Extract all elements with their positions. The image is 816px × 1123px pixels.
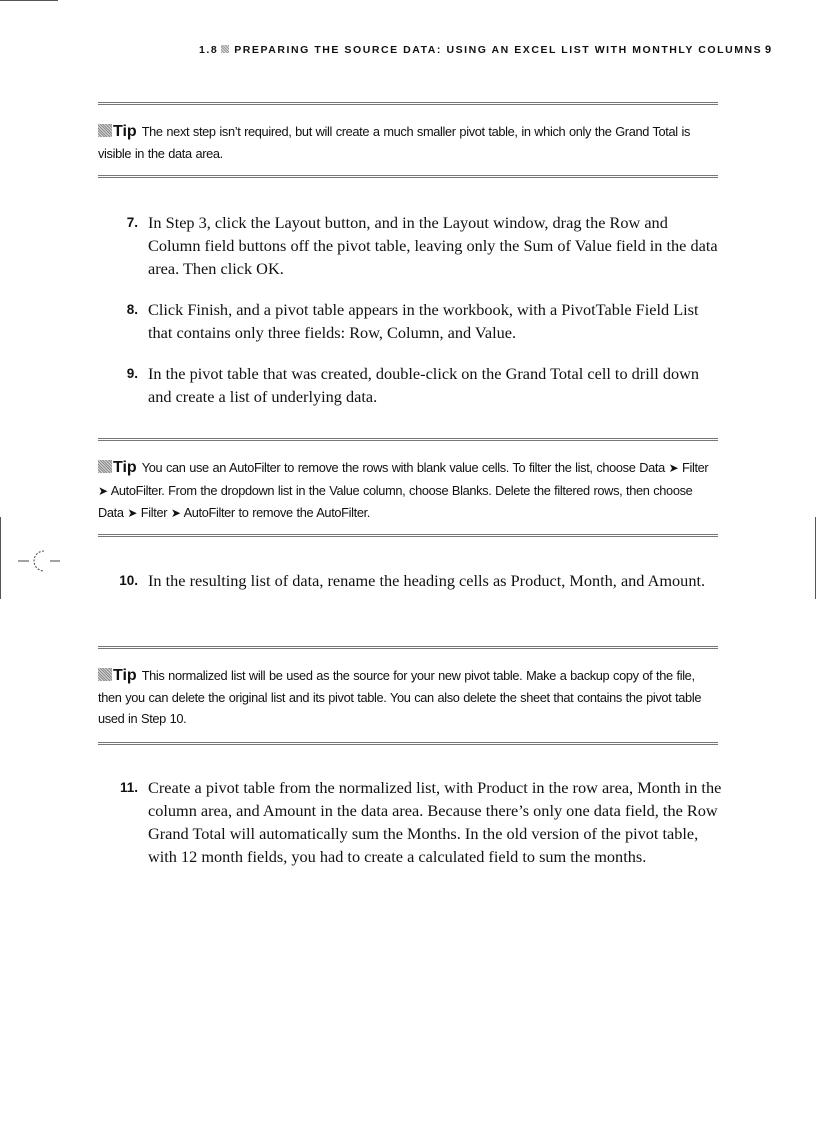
step-number: 9. bbox=[126, 366, 138, 381]
step-item-8 bbox=[126, 298, 723, 344]
menu-arrow-icon: ➤ bbox=[98, 483, 108, 498]
section-title: PREPARING THE SOURCE DATA: USING AN EXCEL LIST WITH MONTHLY COLUMNS bbox=[234, 44, 763, 56]
step-item-10 bbox=[119, 569, 723, 592]
square-bullet-icon bbox=[221, 45, 229, 53]
tip-box-2 bbox=[98, 438, 718, 537]
section-number: 1.8 bbox=[199, 44, 219, 56]
step-text: In the pivot table that was created, double-click on the Grand Total cell to drill down and create a list of underlying data. bbox=[148, 364, 700, 406]
registration-mark-icon bbox=[18, 549, 62, 573]
tip-text: This normalized list will be used as the source for your new pivot table. Make a backup copy of the file, then you can delete the original list and its pivot table. You can also delete the sheet that contains the pivot table used in Step 10. bbox=[98, 668, 702, 726]
tip-box-1 bbox=[98, 102, 718, 178]
tip-text-part: Filter bbox=[682, 460, 709, 475]
step-number: 7. bbox=[126, 215, 138, 230]
step-number: 11. bbox=[119, 780, 138, 795]
step-text: Click Finish, and a pivot table appears in the workbook, with a PivotTable Field List that contains only three fields: Row, Column, and Value. bbox=[148, 300, 699, 342]
step-text: In the resulting list of data, rename the heading cells as Product, Month, and Amount. bbox=[148, 571, 706, 590]
tip-label: Tip bbox=[98, 121, 137, 143]
tip-label: Tip bbox=[98, 457, 137, 479]
tip-text-part: AutoFilter to remove the AutoFilter. bbox=[183, 505, 370, 520]
step-number: 8. bbox=[126, 302, 138, 317]
step-text: Create a pivot table from the normalized list, with Product in the row area, Month in the column area, and Amount in the data area. Because there’s only one data field, the Row Grand Total will automatically sum the Months. In the old version of the pivot table, with 12 month fields, you had to create a calculated field to sum the months. bbox=[148, 778, 722, 866]
tip-label: Tip bbox=[98, 665, 137, 687]
crop-mark-left bbox=[0, 517, 1, 599]
page-number: 9 bbox=[765, 44, 772, 56]
tip-box-3 bbox=[98, 646, 718, 745]
step-number: 10. bbox=[119, 573, 138, 588]
tip-text-part: You can use an AutoFilter to remove the rows with blank value cells. To filter the list, choose Data bbox=[141, 460, 665, 475]
step-item-7 bbox=[126, 211, 723, 280]
menu-arrow-icon: ➤ bbox=[127, 506, 138, 520]
tip-text: The next step isn’t required, but will create a much smaller pivot table, in which only the Grand Total is visible in the data area. bbox=[98, 124, 691, 161]
step-item-9 bbox=[126, 362, 723, 408]
tip-text-part: AutoFilter. From the dropdown list in the Value column, choose Blanks. Delete the filtered rows, then choose Data bbox=[98, 482, 693, 520]
running-head bbox=[199, 44, 763, 56]
step-item-11 bbox=[119, 776, 723, 868]
tip-text-part: Filter bbox=[140, 505, 168, 520]
crop-mark-top bbox=[0, 0, 58, 1]
step-text: In Step 3, click the Layout button, and in the Layout window, drag the Row and Column field buttons off the pivot table, leaving only the Sum of Value field in the data area. Then click OK. bbox=[148, 213, 718, 278]
menu-arrow-icon: ➤ bbox=[668, 461, 679, 475]
menu-arrow-icon: ➤ bbox=[170, 506, 181, 520]
